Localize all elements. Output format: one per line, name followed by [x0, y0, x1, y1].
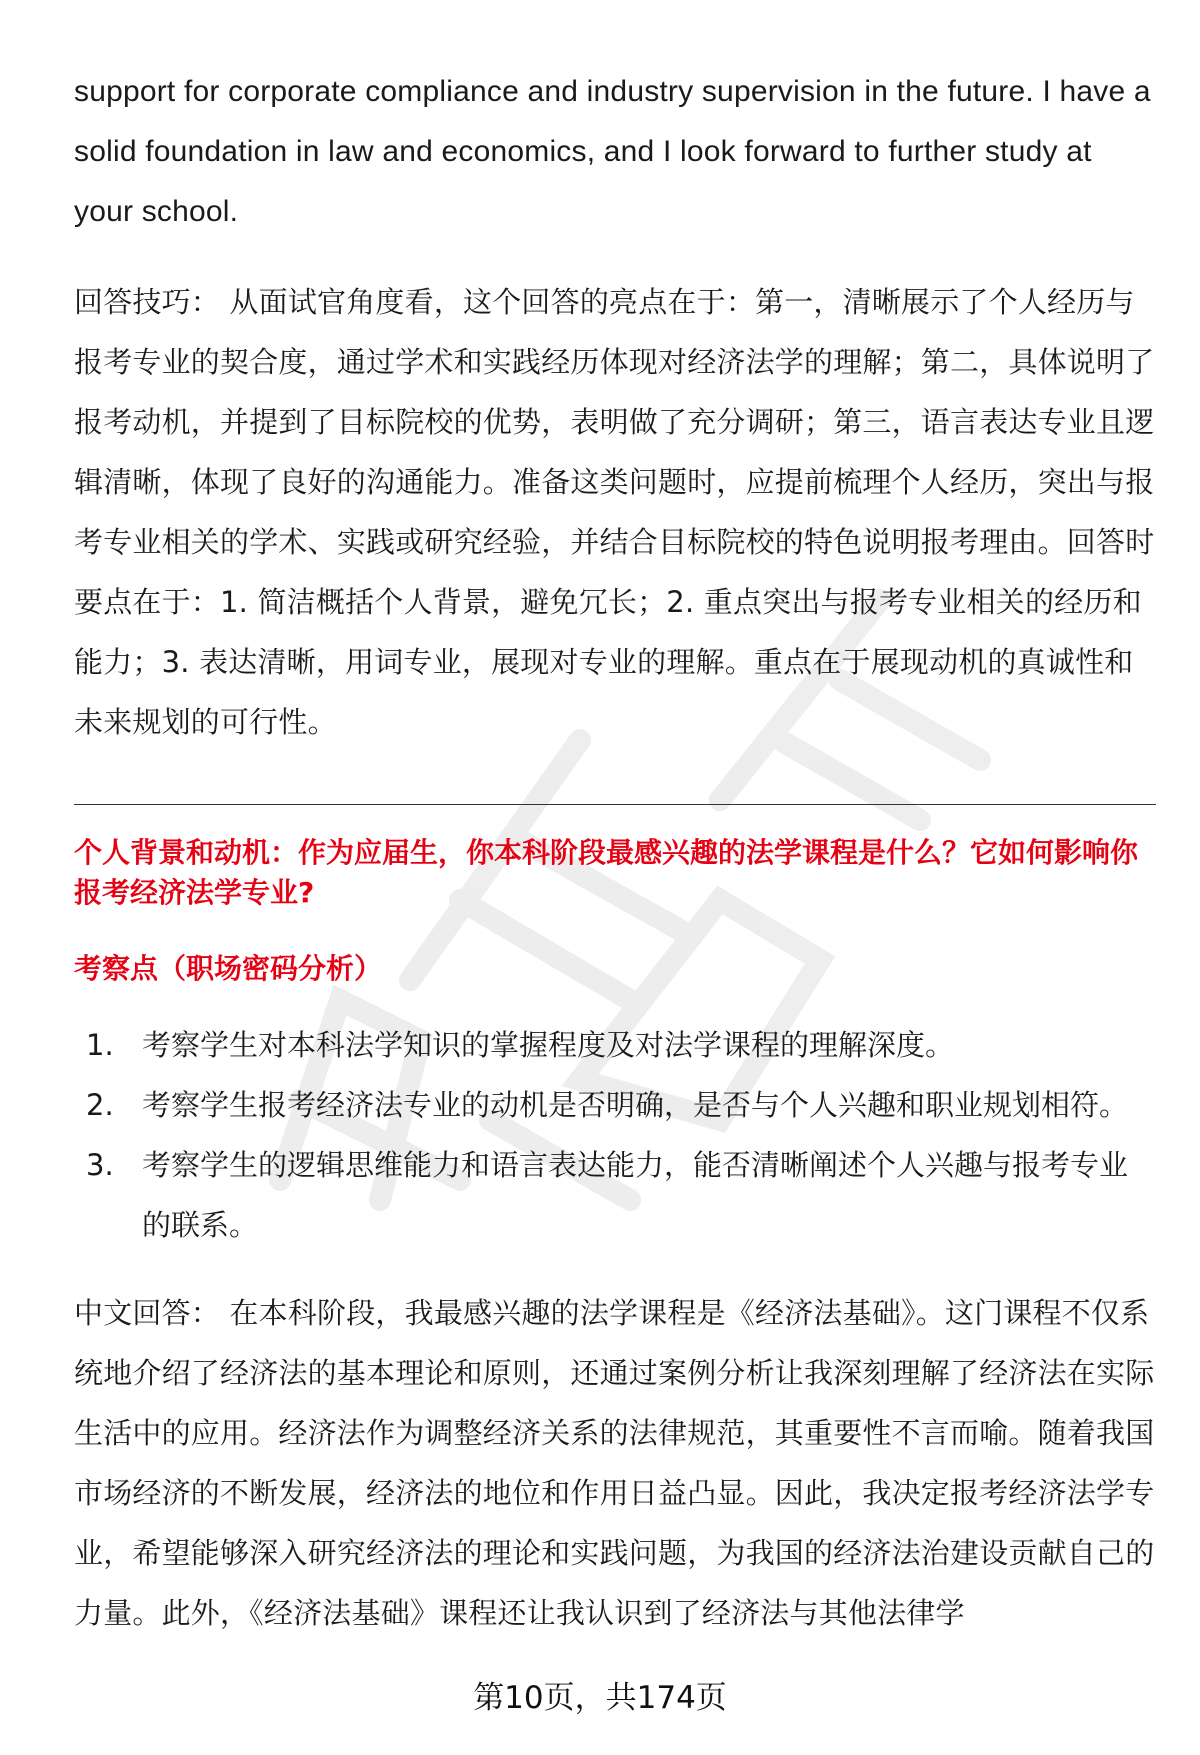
answer-tips-paragraph: 回答技巧： 从面试官角度看，这个回答的亮点在于：第一，清晰展示了个人经历与报考专业的契合度，通过学术和实践经历体现对经济法学的理解；第二，具体说明了报考动机，并提到了目标院校的优势，表明做了充分调研；第三，语言表达专业且逻辑清晰，体现了良好的沟通能力。准备这类问题时，应提前梳理个人经历，突出与报考专业相关的学术、实践或研究经验，并结合目标院校的特色说明报考理由。回答时要点在于：1. 简洁概括个人背景，避免冗长；2. 重点突出与报考专业相关的经历和能力；3. 表达清晰，用词专业，展现对专业的理解。重点在于展现动机的真诚性和未来规划的可行性。 [74, 285, 1155, 739]
section-divider [74, 804, 1156, 805]
list-item-text: 考察学生对本科法学知识的掌握程度及对法学课程的理解深度。 [142, 1028, 955, 1062]
chinese-answer-paragraph: 中文回答： 在本科阶段，我最感兴趣的法学课程是《经济法基础》。这门课程不仅系统地介绍了经济法的基本理论和原则，还通过案例分析让我深刻理解了经济法在实际生活中的应用。经济法作为调整经济关系的法律规范，其重要性不言而喻。随着我国市场经济的不断发展，经济法的地位和作用日益凸显。因此，我决定报考经济法学专业，希望能够深入研究经济法的理论和实践问题，为我国的经济法治建设贡献自己的力量。此外，《经济法基础》课程还让我认识到了经济法与其他法律学 [74, 1296, 1155, 1630]
list-item [74, 1075, 1156, 1135]
page-footer: 第10页，共174页 [473, 1680, 727, 1716]
list-item-number: 2. [86, 1088, 114, 1122]
analysis-points-list [74, 1015, 1156, 1255]
list-item [74, 1135, 1156, 1255]
list-item-text: 考察学生的逻辑思维能力和语言表达能力，能否清晰阐述个人兴趣与报考专业的联系。 [142, 1148, 1129, 1242]
list-item-number: 3. [86, 1148, 114, 1182]
analysis-heading: 考察点（职场密码分析） [74, 952, 383, 985]
intro-english-paragraph: support for corporate compliance and industry supervision in the future. I have a solid foundation in law and economics, and I look forward to further study at your school. [74, 75, 1151, 228]
list-item-text: 考察学生报考经济法专业的动机是否明确，是否与个人兴趣和职业规划相符。 [142, 1088, 1129, 1122]
page-content [74, 62, 1156, 1643]
question-heading: 个人背景和动机：作为应届生，你本科阶段最感兴趣的法学课程是什么？它如何影响你报考经济法学专业? [74, 836, 1139, 909]
list-item [74, 1015, 1156, 1075]
list-item-number: 1. [86, 1028, 114, 1062]
